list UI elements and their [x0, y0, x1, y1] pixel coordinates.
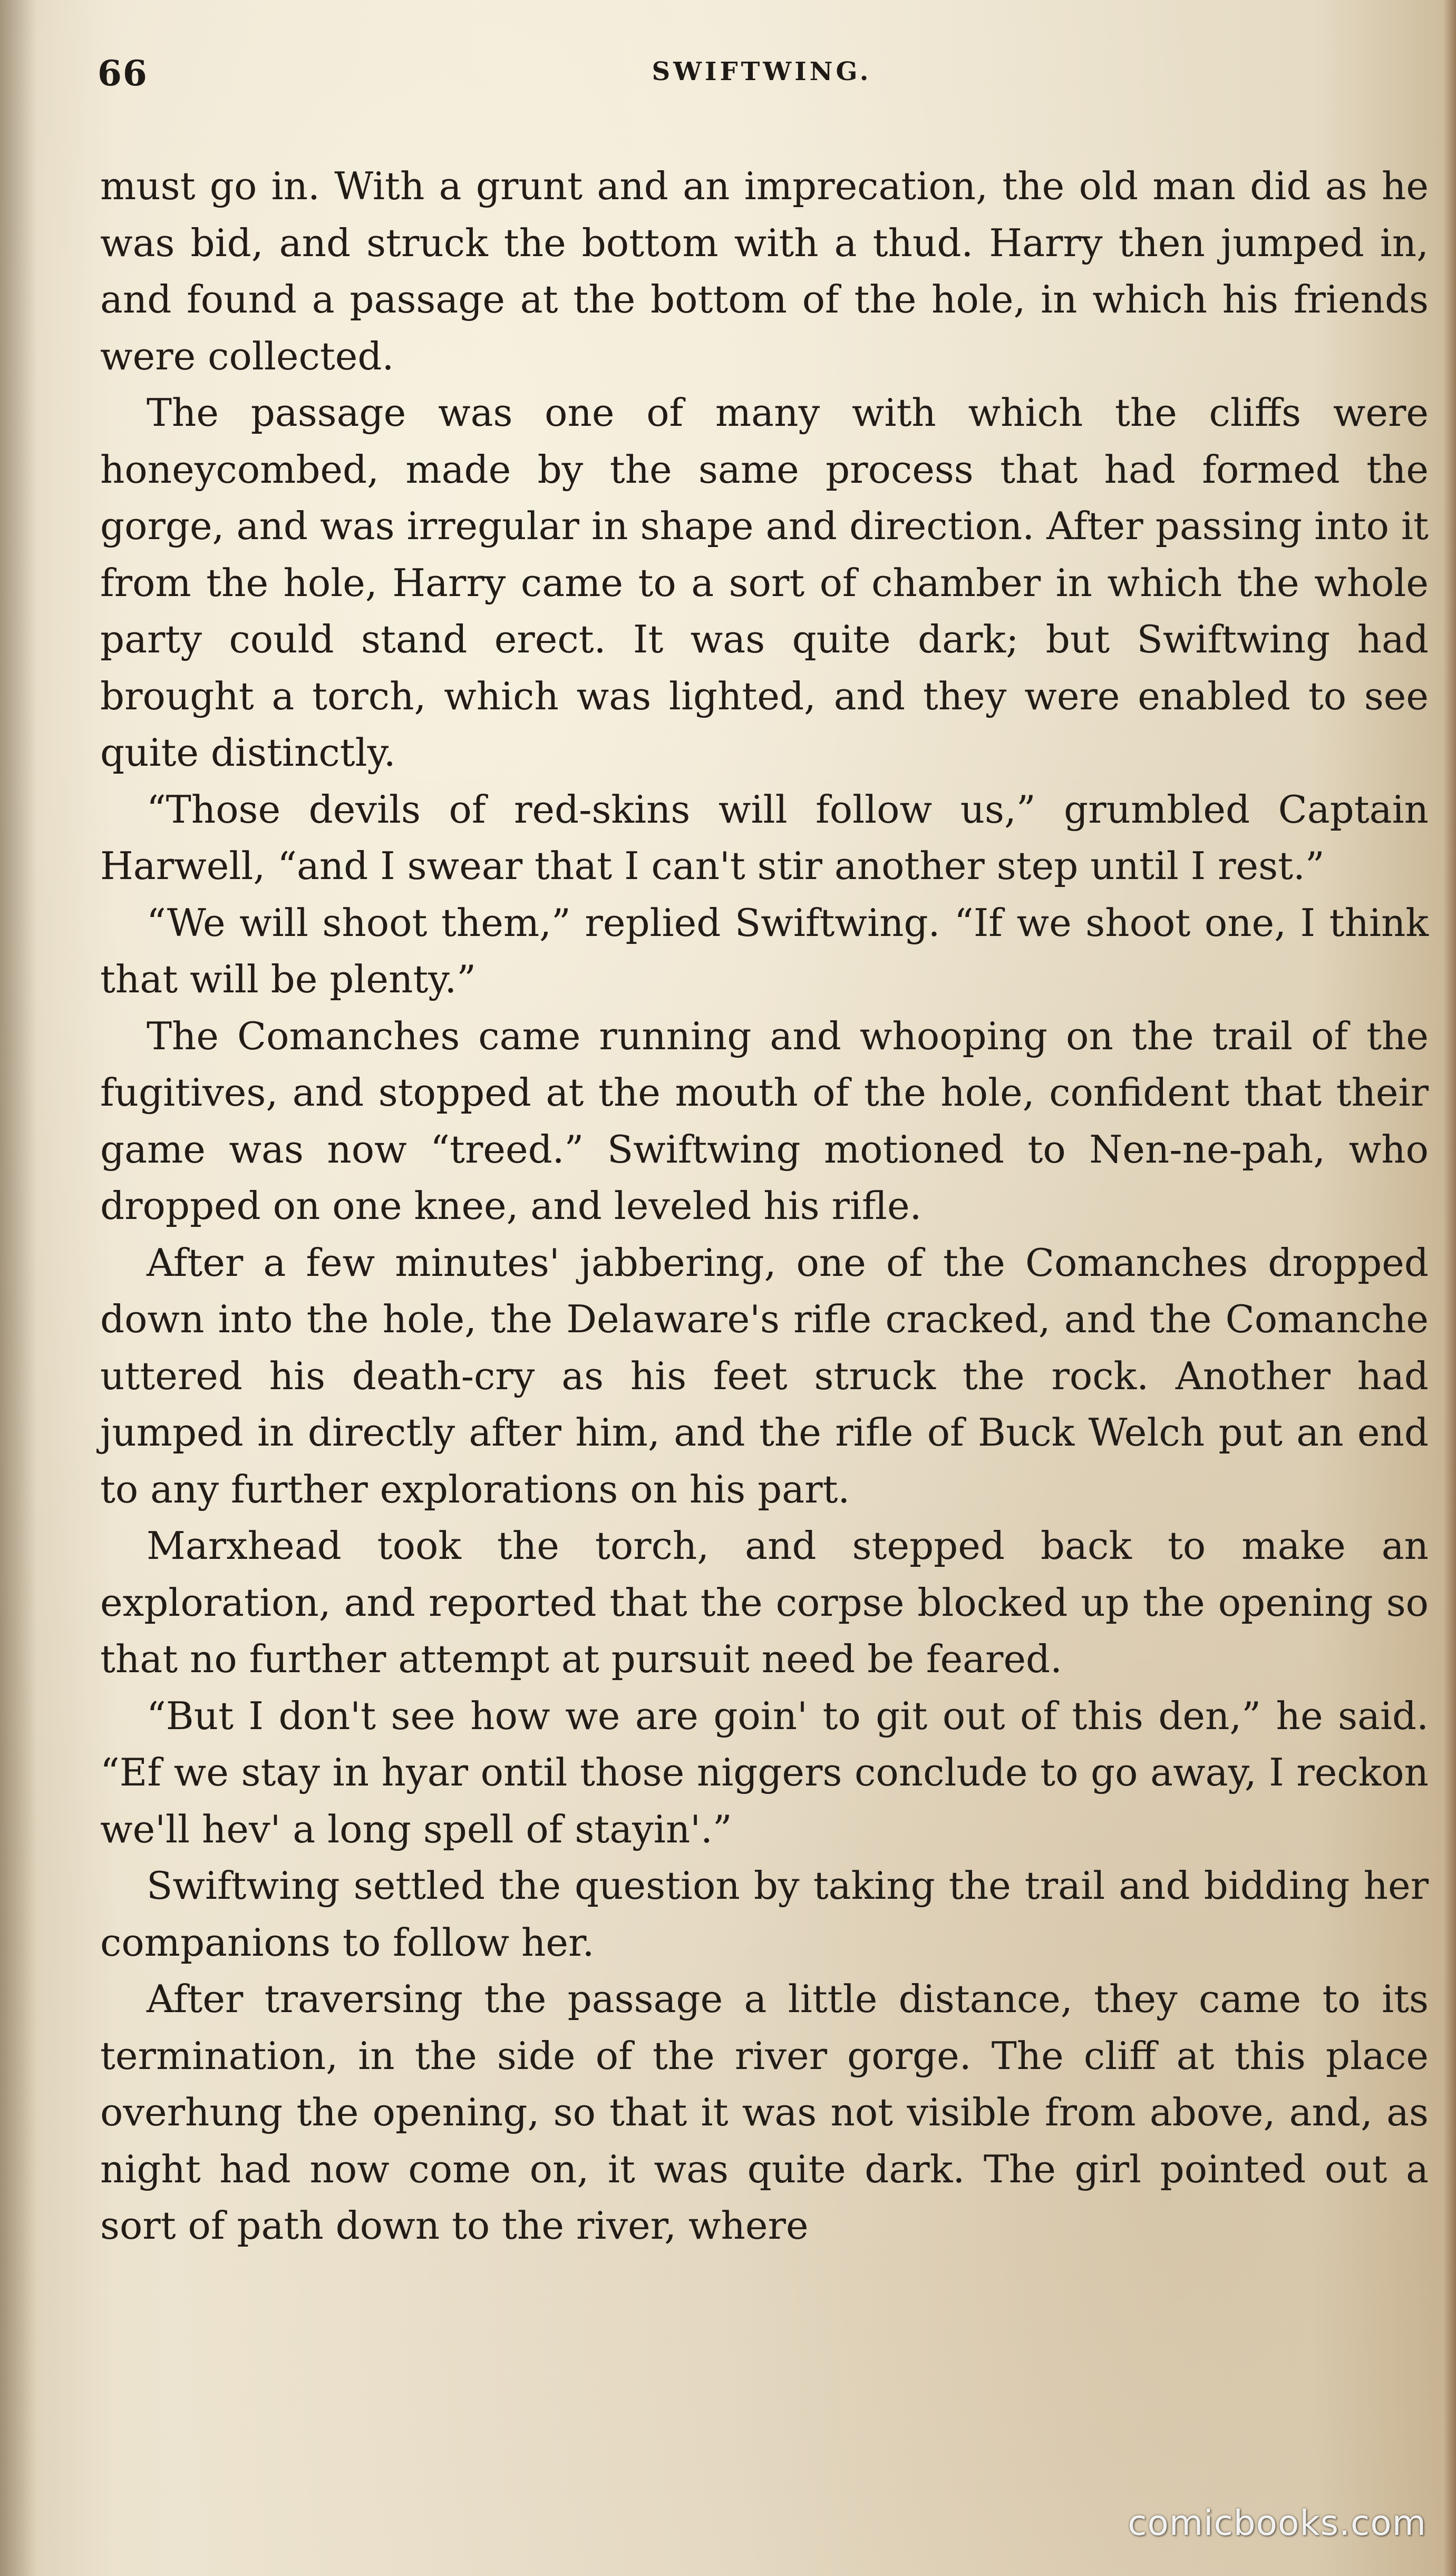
running-head: SWIFTWING. [652, 57, 872, 86]
page-header [98, 53, 1426, 95]
paragraph: After traversing the passage a little distance, they came to its termination, in the side of the river gorge. The cliff at this place overhung the opening, so that it was not visible from above, and, as night had now come on, it was quite dark. The girl pointed out a sort of path down to the river, where [100, 1977, 1429, 2248]
watermark: comicbooks.com [1128, 2503, 1426, 2543]
paragraph: After a few minutes' jabbering, one of the Comanches dropped down into the hole, the Delaware's rifle cracked, and the Comanche uttered his death-cry as his feet struck the rock. Another had jumped in directly after him, and the rifle of Buck Welch put an end to any further explorations on his part. [100, 1240, 1429, 1511]
paragraph: must go in. With a grunt and an imprecation, the old man did as he was bid, and struck the bottom with a thud. Harry then jumped in, and found a passage at the bottom of the hole, in which his friends were collected. [100, 164, 1429, 378]
paragraph: “But I don't see how we are goin' to git out of this den,” he said. “Ef we stay in hyar ontil those niggers conclude to go away, I reckon we'll hev' a long spell of stayin'.” [100, 1693, 1429, 1851]
paragraph: “We will shoot them,” replied Swiftwing. “If we shoot one, I think that will be plenty.” [100, 900, 1429, 1001]
gutter-shadow [0, 0, 37, 2576]
page-number: 66 [98, 53, 148, 94]
page-edge [1443, 0, 1456, 2576]
paragraph: Swiftwing settled the question by taking the trail and bidding her companions to follow her. [100, 1863, 1429, 1965]
paragraph: The passage was one of many with which the cliffs were honeycombed, made by the same process that had formed the gorge, and was irregular in shape and direction. After passing into it from the hole, Harry came to a sort of chamber in which the whole party could stand erect. It was quite dark; but Swiftwing had brought a torch, which was lighted, and they were enabled to see quite distinctly. [100, 391, 1429, 775]
body-text [100, 158, 1429, 2255]
paragraph: The Comanches came running and whooping on the trail of the fugitives, and stopped at the mouth of the hole, confident that their game was now “treed.” Swiftwing motioned to Nen-ne-pah, who dropped on one knee, and leveled his rifle. [100, 1013, 1429, 1228]
paragraph: “Those devils of red-skins will follow us,” grumbled Captain Harwell, “and I swear that I can't stir another step until I rest.” [100, 787, 1429, 888]
paragraph: Marxhead took the torch, and stepped back to make an exploration, and reported that the corpse blocked up the opening so that no further attempt at pursuit need be feared. [100, 1524, 1429, 1681]
